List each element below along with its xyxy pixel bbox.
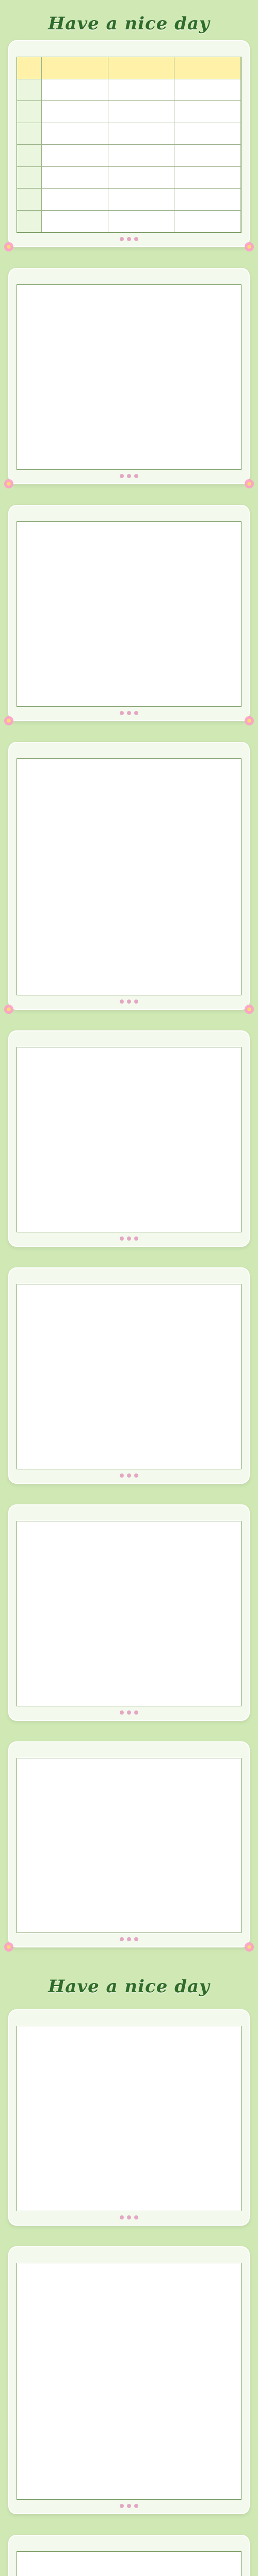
footer-decoration (120, 2504, 138, 2508)
footer-decoration (120, 474, 138, 478)
footer-decoration (120, 237, 138, 241)
card-footer (9, 235, 249, 243)
weekly-menu-table (17, 1758, 241, 1933)
weekly-menu-heading (9, 2247, 249, 2263)
weekly-menu-heading (9, 1742, 249, 1758)
footer-decoration (120, 1937, 138, 1941)
weekly-menu-card-3 (8, 505, 250, 721)
footer-decoration (120, 999, 138, 1004)
weekly-menu-table (17, 521, 241, 707)
card-footer (9, 1471, 249, 1480)
weekly-menu-heading (9, 506, 249, 521)
flower-icon (245, 716, 254, 725)
weekly-menu-table (17, 1521, 241, 1706)
weekly-menu-card-5 (8, 1030, 250, 1247)
card-footer (9, 1708, 249, 1717)
hero-title: Have a nice day (48, 13, 210, 34)
weekly-menu-table (17, 1047, 241, 1232)
weekly-menu-table (17, 2263, 241, 2500)
footer-decoration (120, 1710, 138, 1715)
flower-icon (245, 1005, 254, 1014)
weekly-menu-card-6 (8, 1267, 250, 1484)
card-footer (9, 472, 249, 480)
weekly-menu-heading (9, 1268, 249, 1284)
card-footer (9, 2213, 249, 2222)
flower-icon (4, 1942, 13, 1952)
weekly-menu-card-8 (8, 1741, 250, 1947)
weekly-menu-card-11 (8, 2535, 250, 2576)
weekly-menu-heading (9, 743, 249, 758)
weekly-menu-card-9 (8, 2009, 250, 2226)
flower-icon (245, 242, 254, 251)
footer-decoration (120, 1236, 138, 1241)
weekly-menu-card-10 (8, 2246, 250, 2514)
card-footer (9, 709, 249, 717)
hero-banner-mid (0, 1963, 258, 2010)
weekly-menu-card-4 (8, 742, 250, 1010)
weekly-menu-table (17, 2026, 241, 2211)
weekly-menu-heading (9, 1505, 249, 1521)
weekly-menu-table (17, 2551, 241, 2576)
weekly-menu-card-2 (8, 268, 250, 484)
flower-icon (4, 479, 13, 488)
weekly-menu-heading (9, 41, 249, 57)
flower-icon (245, 479, 254, 488)
weekly-menu-card-1 (8, 40, 250, 247)
card-footer (9, 1935, 249, 1943)
weekly-menu-table (17, 57, 241, 233)
weekly-menu-heading (9, 1031, 249, 1047)
flower-icon (4, 242, 13, 251)
weekly-menu-card-7 (8, 1504, 250, 1721)
flower-icon (4, 716, 13, 725)
weekly-menu-heading (9, 269, 249, 284)
weekly-menu-table (17, 1284, 241, 1469)
footer-decoration (120, 1473, 138, 1478)
card-footer (9, 2502, 249, 2510)
weekly-menu-heading (9, 2010, 249, 2026)
weekly-menu-heading (9, 2536, 249, 2551)
card-footer (9, 997, 249, 1006)
footer-decoration (120, 2215, 138, 2219)
flower-icon (4, 1005, 13, 1014)
flower-icon (245, 1942, 254, 1952)
card-footer (9, 1234, 249, 1243)
weekly-menu-table (17, 758, 241, 995)
hero-title-mid: Have a nice day (48, 1976, 210, 1997)
footer-decoration (120, 711, 138, 715)
weekly-menu-table (17, 284, 241, 470)
